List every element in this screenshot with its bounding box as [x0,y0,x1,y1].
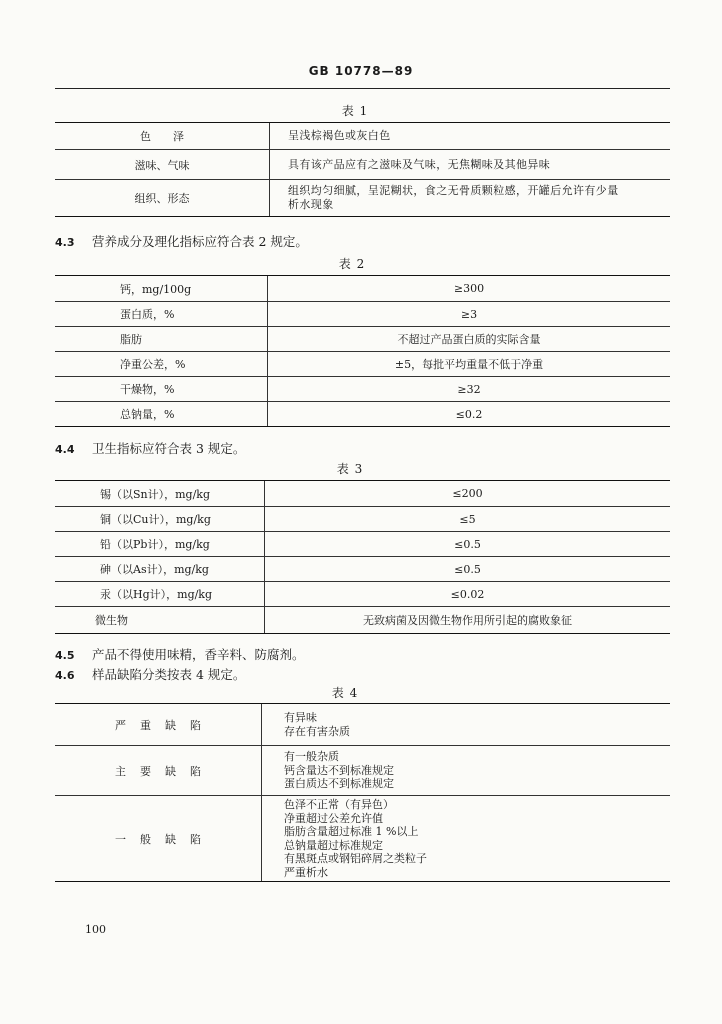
clause-text: 卫生指标应符合表 3 规定。 [92,441,246,456]
row-value: 具有该产品应有之滋味及气味，无焦糊味及其他异味 [288,157,551,171]
table-cell-label [55,796,262,881]
row-label: 色泽 [140,130,206,143]
defect-category: 主要缺陷 [115,764,215,778]
table-cell-label: 砷（以As计），mg/kg [55,557,265,581]
table-row [55,149,670,179]
clause-4-3 [55,232,308,250]
row-value: 组织均匀细腻，呈泥糊状，食之无骨质颗粒感，开罐后允许有少量析水现象 [288,184,619,211]
clause-text: 营养成分及理化指标应符合表 2 规定。 [92,234,308,249]
table-cell-value: ±5，每批平均重量不低于净重 [394,358,544,371]
table-row [55,506,670,531]
clause-4-5 [55,645,305,663]
table-row [55,351,670,376]
table2 [55,275,670,427]
table-row [55,401,670,426]
table-cell-label: 净重公差，% [55,352,268,376]
defect-category: 严重缺陷 [115,718,215,732]
table-row [55,301,670,326]
table-cell-label [55,150,270,179]
table4 [55,703,670,882]
table-row [55,481,670,506]
clause-number: 4.6 [55,669,75,682]
list-item: 钙含量达不到标准规定 [284,763,394,777]
table3 [55,480,670,634]
table-cell-value: ≤0.5 [454,562,481,576]
table-cell-label [55,123,270,149]
table-row [55,376,670,401]
table-cell-label [55,180,270,216]
table-row [55,179,670,216]
table-cell-value: 不超过产品蛋白质的实际含量 [397,333,541,346]
table-row [55,795,670,881]
list-item: 净重超过公差允许值 [284,811,383,825]
table-row [55,745,670,795]
clause-number: 4.4 [55,443,75,456]
table-cell-label: 脂肪 [55,327,268,351]
list-item: 有黑斑点或钢铝碎屑之类粒子 [284,852,427,865]
table-cell-value: ≤5 [459,512,476,526]
clause-number: 4.3 [55,236,75,249]
table-row [55,123,670,149]
table-cell-value: ≥32 [457,382,481,396]
table-cell-label: 蛋白质，% [55,302,268,326]
table-cell-value: ≤0.02 [450,587,485,601]
table-cell-value: 无致病菌及因微生物作用所引起的腐败象征 [363,614,572,627]
table-cell-label: 总钠量，% [55,402,268,426]
table-cell-value: ≤0.5 [454,537,481,551]
table1-caption: 表 1 [341,104,369,118]
table-row [55,531,670,556]
clause-4-4 [55,439,245,457]
clause-text: 产品不得使用味精，香辛料、防腐剂。 [92,647,305,662]
table-cell-value: ≥300 [453,282,485,295]
clause-number: 4.5 [55,649,75,662]
table-cell-label: 铜（以Cu计），mg/kg [55,507,265,531]
clause-text: 样品缺陷分类按表 4 规定。 [92,667,246,682]
table-row [55,326,670,351]
table4-caption: 表 4 [331,686,359,700]
table-cell-value: ≤0.2 [455,407,483,421]
table-cell-label: 铅（以Pb计），mg/kg [55,532,265,556]
table-row [55,276,670,301]
table-cell-label: 汞（以Hg计），mg/kg [55,582,265,606]
clause-4-6 [55,665,245,683]
list-item: 色泽不正常（有异色） [284,798,394,811]
list-item: 有一般杂质 [284,750,339,764]
list-item: 有异味 [284,711,317,724]
row-label: 滋味、气味 [134,158,190,172]
table-row [55,606,670,633]
table3-caption: 表 3 [336,462,364,476]
table-cell-value [270,180,670,216]
table-row [55,704,670,745]
table-cell-label: 钙，mg/100g [55,276,268,301]
table-cell-label [55,746,262,795]
table-cell-value [270,150,670,179]
list-item: 蛋白质达不到标准规定 [284,777,394,791]
table-cell-items [262,746,670,795]
row-label: 组织、形态 [134,192,190,205]
table-cell-value [270,123,670,149]
list-item: 严重析水 [284,865,328,879]
table-cell-value: ≥3 [460,307,478,321]
table-cell-label [55,704,262,745]
table-row [55,581,670,606]
list-item: 总钠量超过标准规定 [284,838,383,852]
table-cell-label: 微生物 [55,607,265,633]
table-cell-label: 锡（以Sn计），mg/kg [55,481,265,506]
standard-code-header: GB 10778—89 [308,64,414,78]
table1 [55,122,670,217]
table-cell-items [262,796,670,881]
defect-category: 一般缺陷 [115,832,215,846]
table-cell-items [262,704,670,745]
table2-caption: 表 2 [338,257,366,271]
list-item: 存在有害杂质 [284,724,350,738]
table-row [55,556,670,581]
page-number: 100 [85,923,106,936]
table-cell-value: ≤200 [452,487,483,500]
table-cell-label: 干燥物，% [55,377,268,401]
list-item: 脂肪含量超过标准 1 %以上 [284,825,419,838]
header-rule [55,88,670,89]
row-value: 呈浅棕褐色或灰白色 [288,129,391,142]
